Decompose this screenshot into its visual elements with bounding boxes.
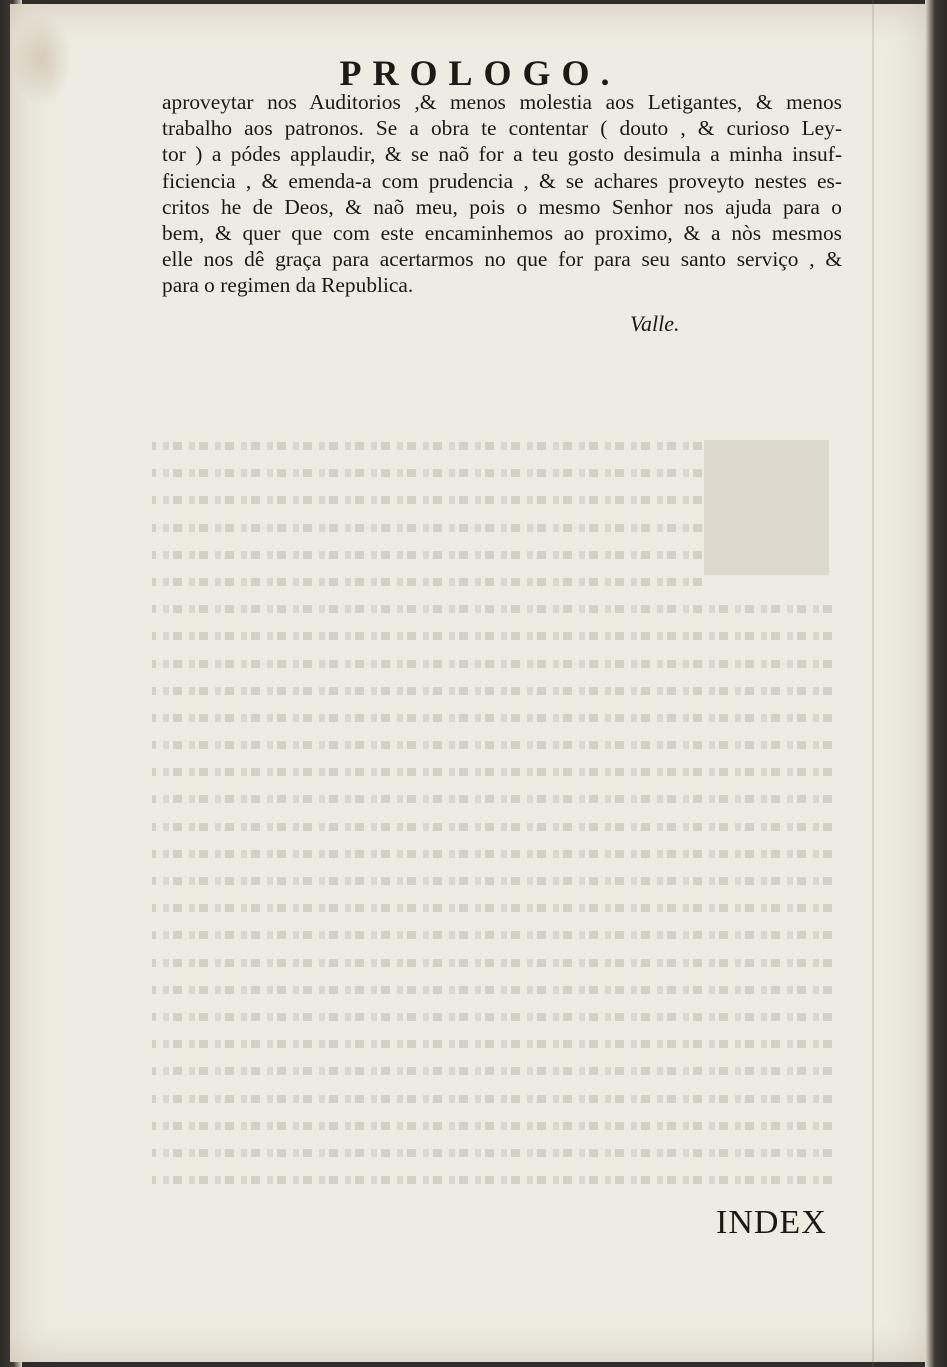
text-line: bem, & quer que com este encaminhemos ao proximo, & a nòs mesmos (162, 221, 842, 246)
text-line: ficiencia , & emenda-a com prudencia , & se achares proveyto nestes es- (162, 168, 842, 193)
page-heading: PROLOGO. (339, 53, 621, 93)
text-line: elle nos dê graça para acertarmos no que for para seu santo serviço , & (162, 247, 842, 272)
author-signature: Valle. (630, 311, 680, 336)
catchword: INDEX (716, 1204, 827, 1241)
text-line: critos he de Deos, & naõ meu, pois o mesmo Senhor nos ajuda para o (162, 194, 842, 219)
paper-stain (12, 12, 72, 107)
scan-right-edge (925, 0, 947, 1367)
page-fold (872, 0, 874, 1367)
text-line: tor ) a pódes applaudir, & se naõ for a teu gosto desimula a minha insuf- (162, 142, 842, 167)
prologue-text (162, 89, 842, 299)
text-line: aproveytar nos Auditorios ,& menos molestia aos Letigantes, & menos (162, 90, 842, 114)
text-line: trabalho aos patronos. Se a obra te contentar ( douto , & curioso Ley- (162, 116, 842, 141)
text-line: para o regimen da Republica. (162, 273, 414, 298)
